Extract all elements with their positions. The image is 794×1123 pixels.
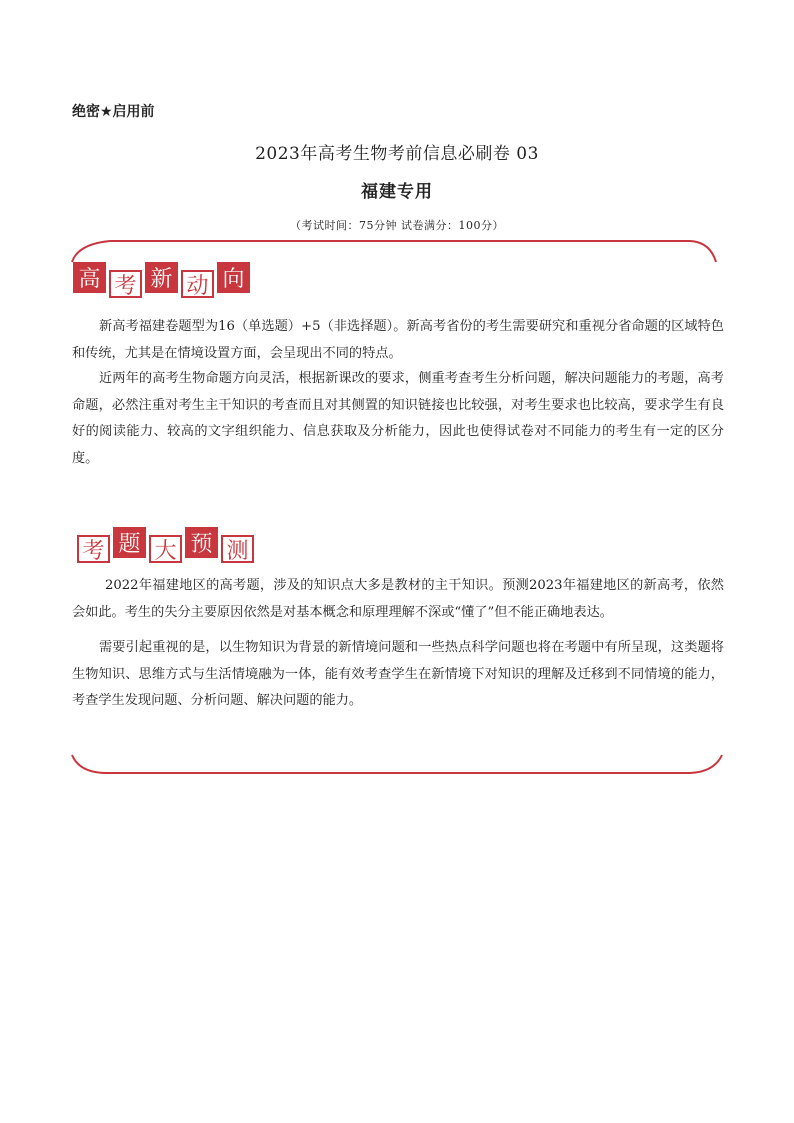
banner-char: 题 (113, 527, 146, 558)
frame-top-curve (72, 241, 716, 262)
banner-char: 预 (185, 527, 218, 558)
paragraph: 近两年的高考生物命题方向灵活，根据新课改的要求，侧重考查考生分析问题，解决问题能力的考题，高考命题，必然注重对考生主干知识的考查而且对其侧置的知识链接也比较强，对考生要求也比较高，要求学生有良好的阅读能力、较高的文字组织能力、信息获取及分析能力，因此也使得试卷对不同能力的考生有一定的区分度。 (72, 371, 724, 466)
banner-char: 考 (109, 270, 142, 298)
frame-bottom-curve (72, 755, 722, 773)
section-banner-gaokao-trend (73, 262, 253, 298)
banner-char: 测 (221, 535, 254, 563)
page-title: 2023年高考生物考前信息必刷卷 03 (255, 144, 539, 164)
paragraph: 新高考福建卷题型为16（单选题）+5（非选择题）。新高考省份的考生需要研究和重视分省命题的区域特色和传统，尤其是在情境设置方面，会呈现出不同的特点。 (72, 319, 724, 361)
banner-char: 高 (73, 262, 106, 293)
paragraph: 2022年福建地区的高考题，涉及的知识点大多是教材的主干知识。预测2023年福建地区的新高考，依然会如此。考生的失分主要原因依然是对基本概念和原理理解不深或“懂了”但不能正确地表达。 (72, 578, 724, 620)
secret-label: 绝密★启用前 (72, 104, 155, 120)
banner-char: 新 (145, 262, 178, 293)
exam-info: （考试时间：75分钟 试卷满分：100分） (290, 219, 504, 232)
banner-char: 大 (149, 535, 182, 563)
banner-char: 动 (181, 270, 214, 298)
paragraph: 需要引起重视的是，以生物知识为背景的新情境问题和一些热点科学问题也将在考题中有所呈现，这类题将生物知识、思维方式与生活情境融为一体，能有效考查学生在新情境下对知识的理解及迁移到不同情境的能力，考查学生发现问题、分析问题、解决问题的能力。 (72, 640, 724, 708)
banner-char: 考 (77, 535, 110, 563)
page-subtitle: 福建专用 (361, 182, 433, 202)
section-banner-exam-prediction (77, 527, 257, 563)
banner-char: 向 (217, 262, 250, 293)
